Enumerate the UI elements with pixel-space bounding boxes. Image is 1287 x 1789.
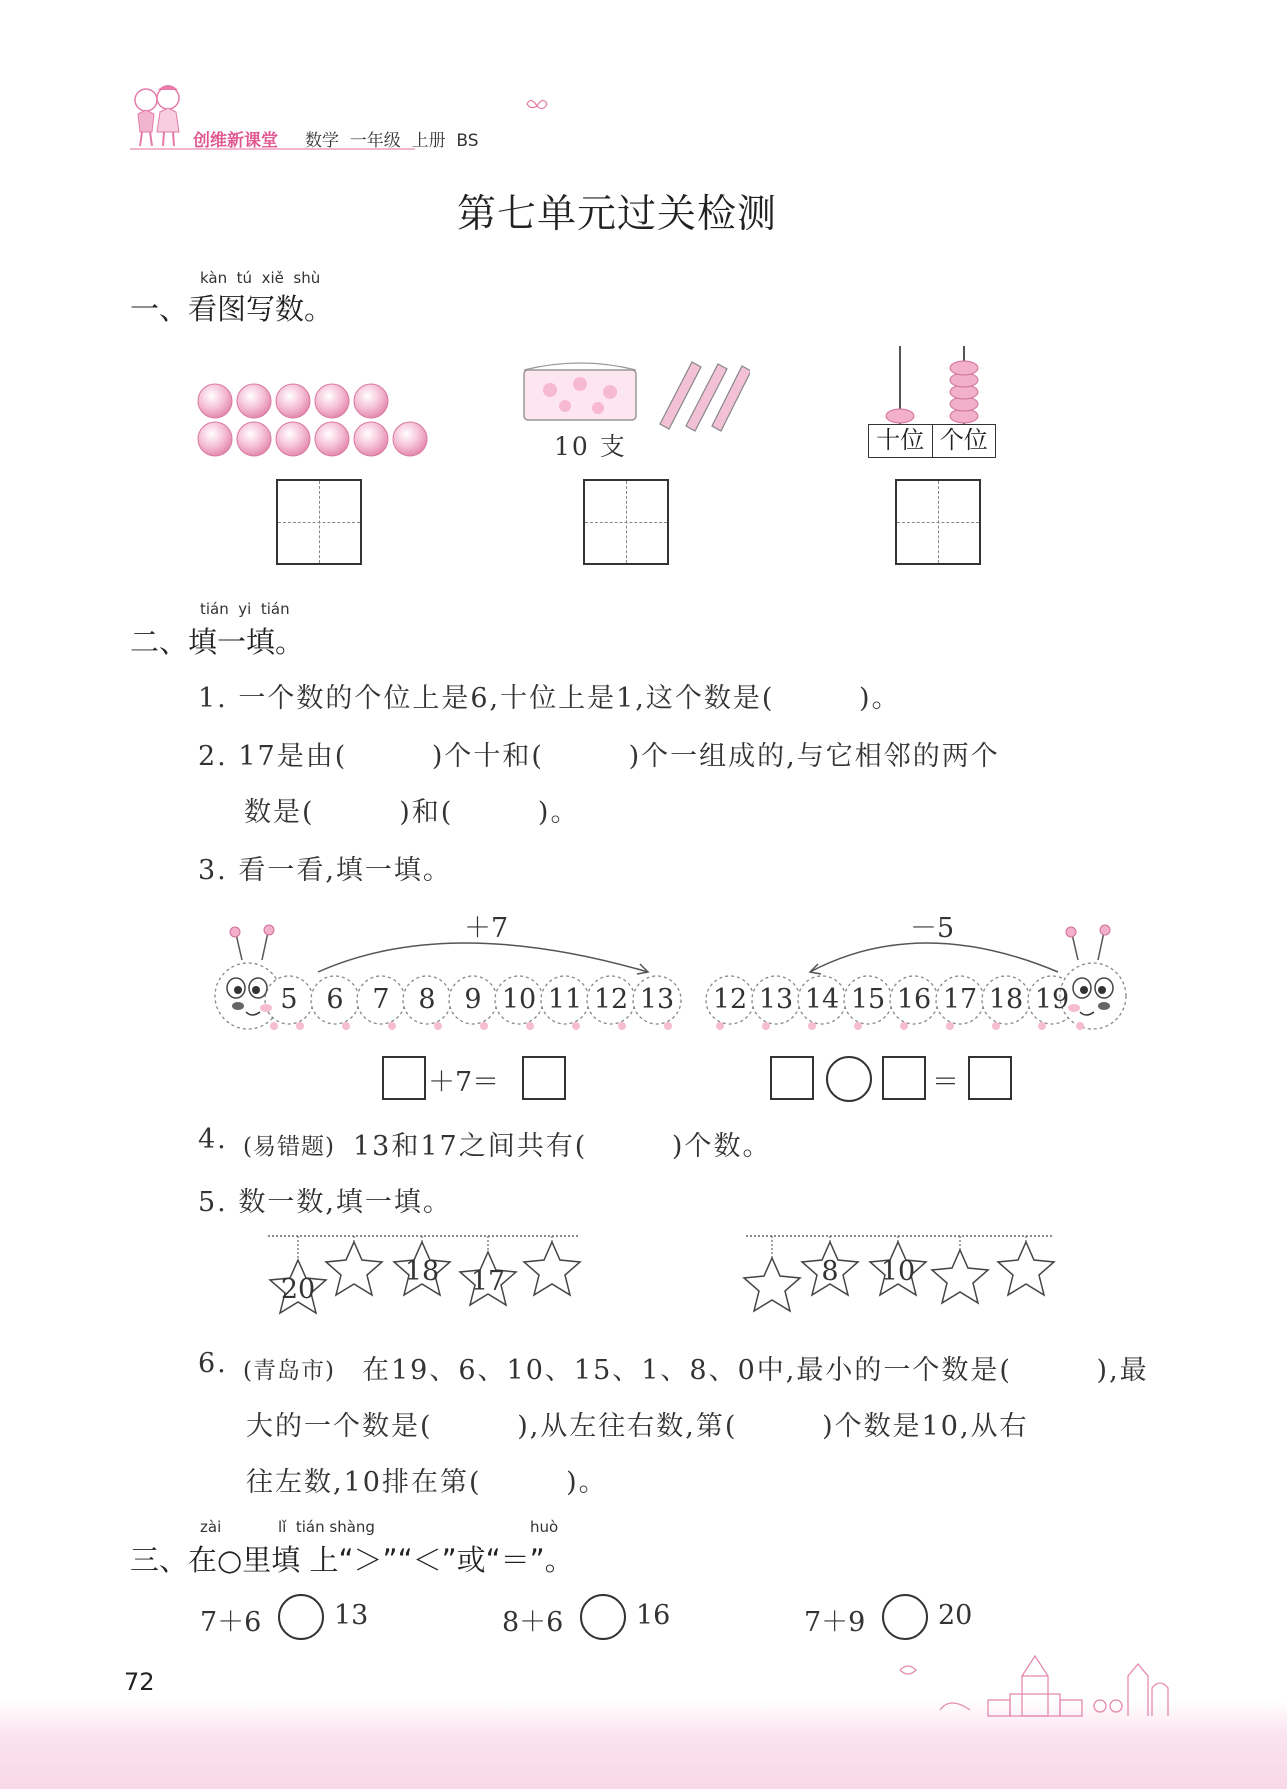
stars-left-figure bbox=[262, 1230, 592, 1320]
section3-pinyin-li: lǐ tián shàng bbox=[278, 1518, 375, 1536]
caterpillar-right-number: 15 bbox=[850, 984, 886, 1015]
star-left-value: 17 bbox=[470, 1266, 506, 1297]
caterpillar-left-number: 12 bbox=[593, 984, 629, 1015]
equation-left-box-1[interactable] bbox=[382, 1056, 426, 1100]
pencil-count-label: 10 支 bbox=[554, 432, 627, 461]
equation-right-box-1[interactable] bbox=[770, 1056, 814, 1100]
caterpillar-left-number: 13 bbox=[639, 984, 675, 1015]
section3-pinyin-huo: huò bbox=[530, 1518, 559, 1536]
question-4-tag: (易错题) bbox=[243, 1134, 335, 1160]
section1-heading: 一、看图写数。 bbox=[130, 292, 334, 326]
compare-1-left: 7＋6 bbox=[200, 1607, 262, 1638]
page-number: 72 bbox=[124, 1668, 155, 1696]
caterpillar-right-number: 12 bbox=[712, 984, 748, 1015]
compare-1-right: 13 bbox=[334, 1600, 369, 1631]
equation-left-box-2[interactable] bbox=[522, 1056, 566, 1100]
equation-left-op: ＋7＝ bbox=[428, 1067, 500, 1098]
equation-right-circle[interactable] bbox=[826, 1056, 872, 1102]
question-1: 1. 一个数的个位上是6,十位上是1,这个数是( )。 bbox=[198, 683, 901, 714]
answer-grid-1[interactable] bbox=[276, 479, 362, 565]
subject-info: 数学 一年级 上册 BS bbox=[305, 131, 479, 151]
caterpillar-right-number: 18 bbox=[988, 984, 1024, 1015]
footer-castle-icon bbox=[880, 1648, 1170, 1720]
question-2-line2: 数是( )和( )。 bbox=[244, 797, 580, 828]
caterpillar-left-number: 11 bbox=[547, 984, 583, 1015]
caterpillar-right-number: 17 bbox=[942, 984, 978, 1015]
abacus-tens-label: 十位 bbox=[869, 425, 933, 457]
question-6-tag: (青岛市) bbox=[243, 1358, 335, 1384]
compare-2-circle[interactable] bbox=[580, 1594, 626, 1640]
brand-name: 创维新课堂 bbox=[193, 131, 278, 151]
star-right-value: 10 bbox=[880, 1256, 916, 1287]
compare-3-circle[interactable] bbox=[882, 1594, 928, 1640]
caterpillar-left-number: 9 bbox=[464, 984, 482, 1015]
section3-pinyin-zai: zài bbox=[200, 1518, 222, 1536]
caterpillar-left-number: 10 bbox=[501, 984, 537, 1015]
header-mascot bbox=[128, 80, 188, 152]
caterpillar-left-number: 6 bbox=[326, 984, 344, 1015]
answer-grid-3[interactable] bbox=[895, 479, 981, 565]
compare-3-left: 7＋9 bbox=[804, 1607, 866, 1638]
caterpillar-left-number: 8 bbox=[418, 984, 436, 1015]
pencil-bundle-figure bbox=[520, 354, 750, 434]
question-6-line2: 大的一个数是( ),从左往右数,第( )个数是10,从右 bbox=[246, 1411, 1029, 1442]
caterpillar-left-number: 7 bbox=[372, 984, 390, 1015]
question-2-line1: 2. 17是由( )个十和( )个一组成的,与它相邻的两个 bbox=[198, 741, 1000, 772]
question-5: 5. 数一数,填一填。 bbox=[198, 1187, 452, 1218]
compare-3-right: 20 bbox=[938, 1600, 973, 1631]
caterpillar-right-number: 16 bbox=[896, 984, 932, 1015]
pink-beads-figure bbox=[196, 380, 436, 460]
star-right-value: 8 bbox=[821, 1256, 839, 1287]
question-6-number: 6. bbox=[198, 1348, 228, 1379]
caterpillar-left-number: 5 bbox=[280, 984, 298, 1015]
header-butterfly-icon bbox=[526, 98, 548, 114]
compare-2-right: 16 bbox=[636, 1600, 671, 1631]
question-4-number: 4. bbox=[198, 1124, 228, 1155]
caterpillar-right bbox=[700, 913, 1140, 1032]
section2-heading: 二、填一填。 bbox=[130, 625, 305, 659]
question-4-text: 13和17之间共有( )个数。 bbox=[353, 1131, 772, 1162]
abacus-figure bbox=[866, 344, 998, 424]
stars-right-figure bbox=[740, 1230, 1070, 1320]
question-3: 3. 看一看,填一填。 bbox=[198, 855, 452, 886]
question-6-line1: 在19、6、10、15、1、8、0中,最小的一个数是( ),最 bbox=[362, 1355, 1149, 1386]
star-left-value: 20 bbox=[280, 1274, 316, 1305]
caterpillar-right-number: 14 bbox=[804, 984, 840, 1015]
caterpillar-right-op: －5 bbox=[910, 913, 955, 944]
compare-1-circle[interactable] bbox=[278, 1594, 324, 1640]
equation-right-box-2[interactable] bbox=[882, 1056, 926, 1100]
caterpillar-right-number: 13 bbox=[758, 984, 794, 1015]
caterpillar-left-op: ＋7 bbox=[464, 913, 509, 944]
question-6-line3: 往左数,10排在第( )。 bbox=[246, 1467, 608, 1498]
caterpillar-left bbox=[208, 913, 688, 1032]
page-title: 第七单元过关检测 bbox=[457, 192, 778, 237]
equation-right-eq: ＝ bbox=[932, 1067, 959, 1098]
answer-grid-2[interactable] bbox=[583, 479, 669, 565]
equation-right-box-3[interactable] bbox=[968, 1056, 1012, 1100]
caterpillar-right-number: 19 bbox=[1034, 984, 1070, 1015]
star-left-value: 18 bbox=[404, 1256, 440, 1287]
section2-pinyin: tián yi tián bbox=[200, 600, 290, 618]
abacus-label-row bbox=[868, 424, 996, 458]
abacus-ones-label: 个位 bbox=[939, 426, 988, 454]
section1-pinyin: kàn tú xiě shù bbox=[200, 269, 321, 287]
section3-heading: 三、在○里填 上“＞”“＜”或“＝”。 bbox=[130, 1543, 574, 1577]
compare-2-left: 8＋6 bbox=[502, 1607, 564, 1638]
